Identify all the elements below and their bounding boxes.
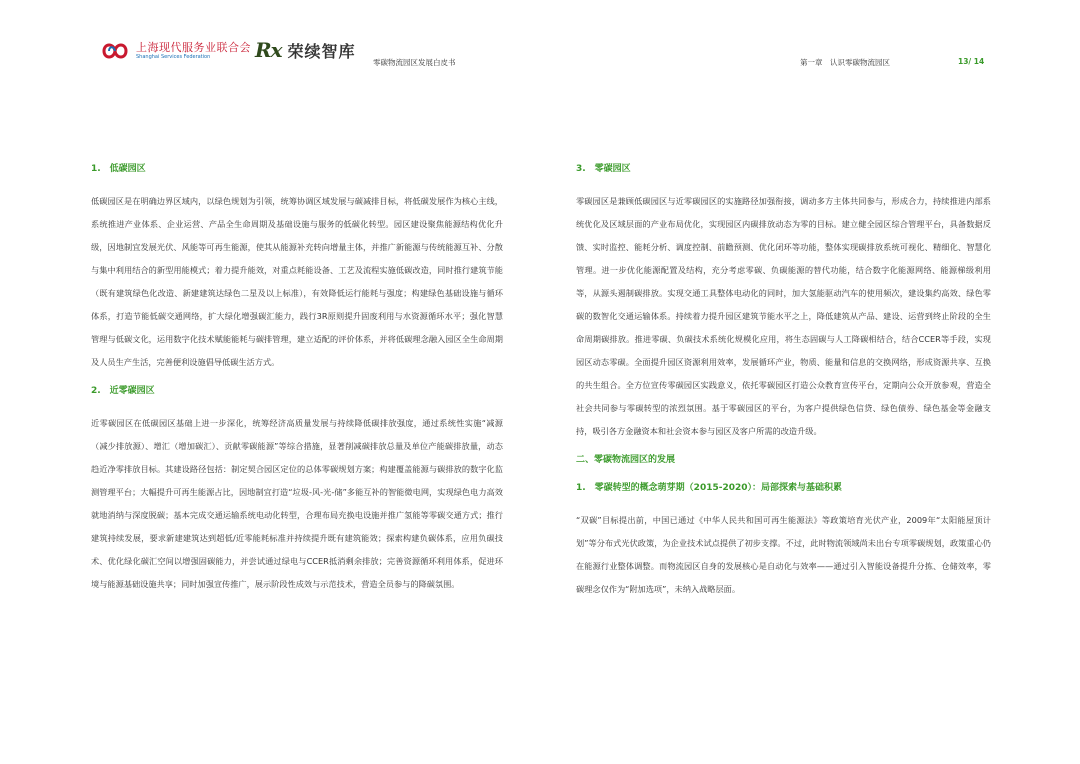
right-column [576,160,991,607]
org-name-en: Shanghai Services Federation [136,53,211,60]
org-name-cn: 上海现代服务业联合会 [136,40,251,54]
section-body: 近零碳园区在低碳园区基础上进一步深化，统筹经济高质量发展与持续降低碳排放强度，通过系统性实施“减源（减少排放源）、增汇（增加碳汇）、贡献零碳能源”等综合措施，显著削减碳排放总量及单位产能碳排放量，动态趋近净零排放目标。其建设路径包括：制定契合园区定位的总体零碳规划方案；构建覆盖能源与碳排放的数字化监测管理平台；大幅提升可再生能源占比，因地制宜打造“垃圾-风-光-储”多能互补的智能微电网，实现绿色电力高效就地消纳与深度脱碳；基本完成交通运输系统电动化转型，合理布局充换电设施并推广氢能等零碳交通方式；推行建筑持续发展，要求新建建筑达到超低/近零能耗标准并持续提升既有建筑能效；探索构建负碳体系，应用负碳技术、优化绿化碳汇空间以增强固碳能力，并尝试通过绿电与CCER抵消剩余排放；完善资源循环利用体系，促进环境与能源基础设施共享；同时加强宣传推广，展示阶段性成效与示范技术，营造全员参与的降碳氛围。 [91,418,503,589]
rx-logo-mark: Rx [255,38,282,62]
section-zero-carbon [576,160,991,443]
left-column [91,160,503,602]
page-header [0,0,1080,80]
document-title: 零碳物流园区发展白皮书 [373,58,456,67]
section-heading: 2. 近零碳园区 [91,386,155,396]
section-heading: 3. 零碳园区 [576,164,631,174]
section-heading: 1. 零碳转型的概念萌芽期（2015-2020）：局部探索与基础积累 [576,483,843,493]
section-body: 低碳园区是在明确边界区域内，以绿色规划为引领，统筹协调区域发展与碳减排目标，将低碳发展作为核心主线，系统推进产业体系、企业运营、产品全生命周期及基础设施与服务的低碳化转型。园区建设聚焦能源结构优化升级，因地制宜发展光伏、风能等可再生能源，使其从能源补充转向增量主体，并推广新能源与传统能源互补、分散与集中利用结合的新型用能模式；着力提升能效，对重点耗能设备、工艺及流程实施低碳改造，同时推行建筑节能（既有建筑绿色化改造、新建建筑达绿色二星及以上标准），有效降低运行能耗与强度；构建绿色基础设施与循环体系，打造节能低碳交通网络，扩大绿化增强碳汇能力，践行3R原则提升固废利用与水资源循环水平；强化智慧管理与低碳文化，运用数字化技术赋能能耗与碳排管理，建立适配的评价体系，并将低碳理念融入园区全生命周期及人员生产生活，完善便利设施倡导低碳生活方式。 [91,196,503,367]
section-low-carbon [91,160,503,374]
chapter-title: 第一章 认识零碳物流园区 [800,58,890,67]
chapter-section-development [576,451,991,469]
section-concept-stage [576,479,991,601]
section-body: 零碳园区是兼顾低碳园区与近零碳园区的实施路径加强衔接，调动多方主体共同参与，形成合力，持续推进内部系统优化及区域层面的产业布局优化，实现园区内碳排放动态为零的目标。建立健全园区综合管理平台，具备数据反馈、实时监控、能耗分析、调度控制、前瞻预测、优化闭环等功能，整体实现碳排放系统可视化、精细化、智慧化管理。进一步优化能源配置及结构，充分考虑零碳、负碳能源的替代功能，结合数字化能源网络、能源梯级利用等，从源头遏制碳排放。实现交通工具整体电动化的同时，加大氢能驱动汽车的使用频次，建设集约高效、绿色零碳的数智化交通运输体系。持续着力提升园区建筑节能水平之上，降低建筑从产品、建设、运营到终止阶段的全生命周期碳排放。推进零碳、负碳技术系统化规模化应用，将生态固碳与人工降碳相结合，结合CCER等手段，实现园区动态零碳。全面提升园区资源利用效率，发展循环产业，物质、能量和信息的交换网络，形成资源共享、互换的共生组合。全方位宣传零碳园区实践意义，依托零碳园区打造公众教育宣传平台，定期向公众开放参观，营造全社会共同参与零碳转型的浓烈氛围。基于零碳园区的平台，为客户提供绿色信贷、绿色债券、绿色基金等金融支持，吸引各方金融资本和社会资本参与园区及客户所需的改造升级。 [576,196,991,436]
rx-logo [255,38,356,62]
section-near-zero-carbon [91,382,503,596]
chapter-heading: 二、零碳物流园区的发展 [576,455,676,465]
section-body: “双碳”目标提出前，中国已通过《中华人民共和国可再生能源法》等政策培育光伏产业，2009年“太阳能屋顶计划”等分布式光伏政策，为企业技术试点提供了初步支撑。不过，此时物流领域尚未出台专项零碳规划，政策重心仍在能源行业整体调整。而物流园区自身的发展核心是自动化与效率——通过引入智能设备提升分拣、仓储效率，零碳理念仅作为“附加选项”，未纳入战略层面。 [576,515,991,594]
section-heading: 1. 低碳园区 [91,164,146,174]
brand-name: 荣续智库 [287,41,356,61]
ssf-logo [100,40,251,62]
page-number: 13/ 14 [958,57,985,66]
ssf-logo-icon [100,40,130,62]
